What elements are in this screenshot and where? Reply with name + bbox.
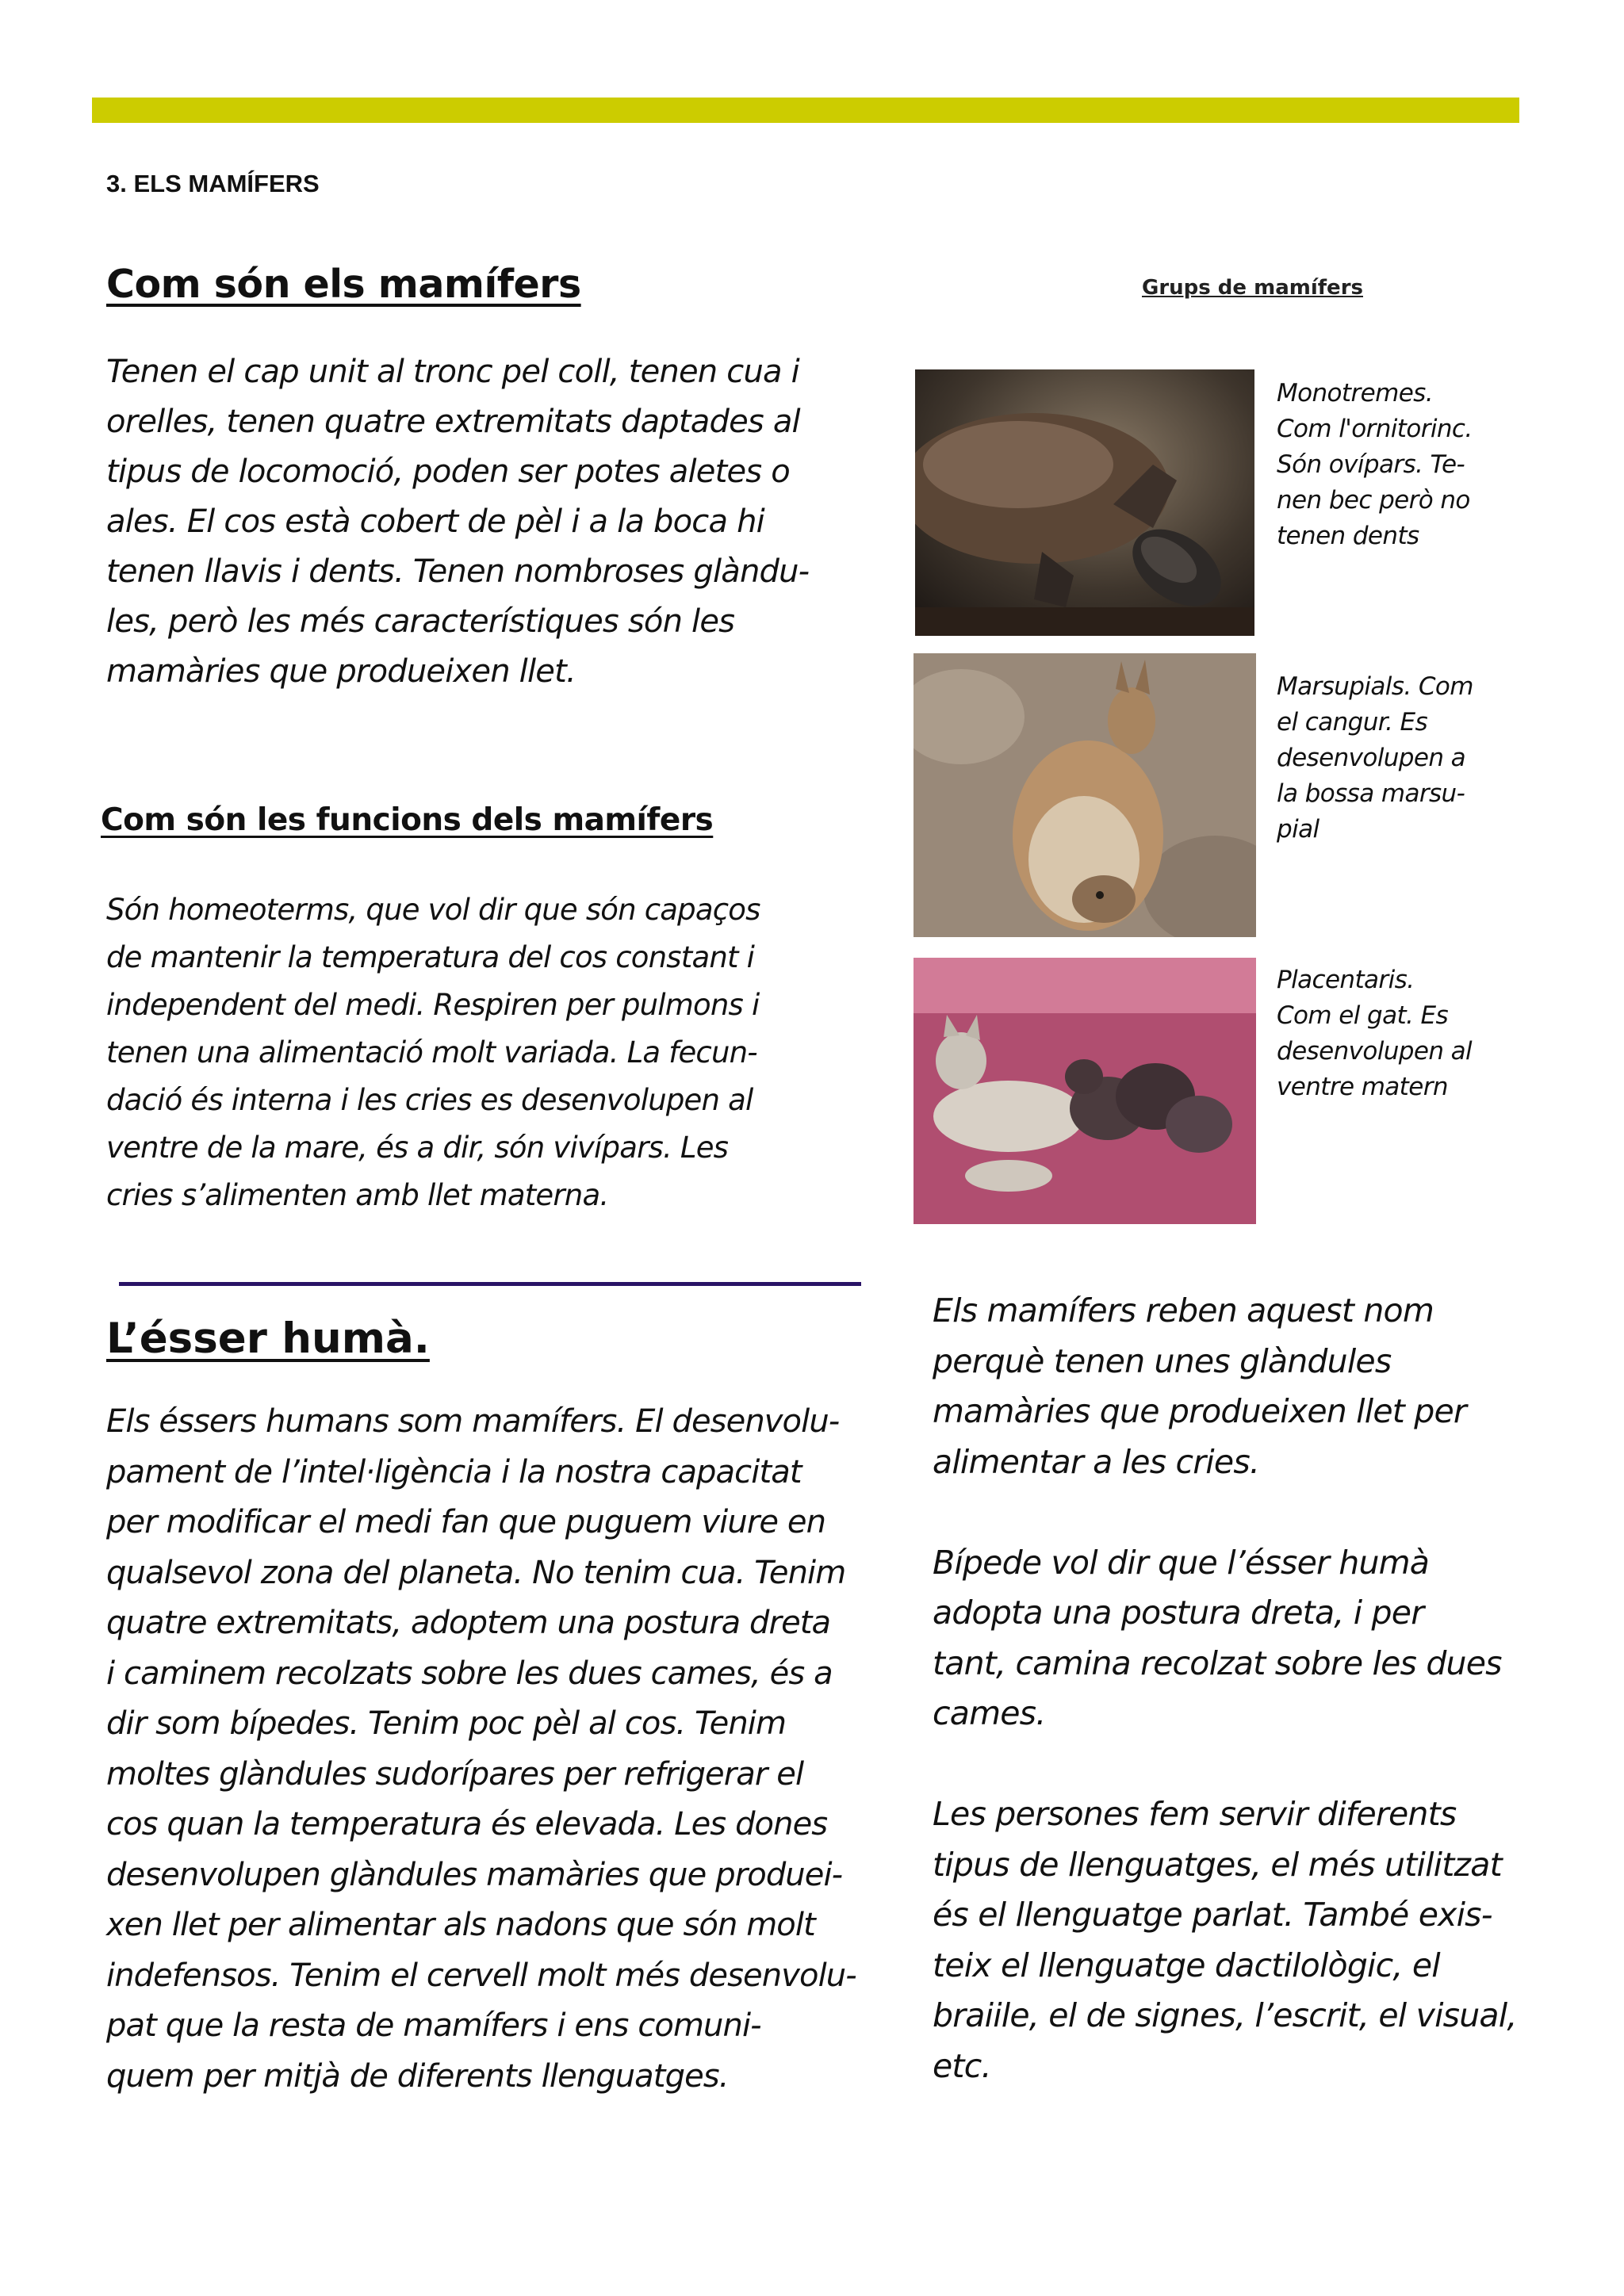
paragraph-mammal-functions bbox=[106, 886, 760, 1219]
text-line: quem per mitjà de diferents llenguatges. bbox=[106, 2057, 729, 2095]
cat-photo bbox=[914, 958, 1256, 1224]
note-line: adopta una postura dreta, i per bbox=[933, 1594, 1424, 1632]
heading-human-being: L’ésser humà. bbox=[106, 1314, 430, 1363]
text-line: ales. El cos està cobert de pèl i a la boca hi bbox=[106, 503, 764, 540]
paragraph-mammal-description bbox=[106, 347, 809, 697]
text-line: mamàries que produeixen llet. bbox=[106, 653, 576, 690]
caption-placentals bbox=[1277, 962, 1472, 1105]
note-line: és el llenguatge parlat. També exis- bbox=[933, 1896, 1492, 1934]
text-line: qualsevol zona del planeta. No tenim cua. Tenim bbox=[106, 1554, 846, 1591]
caption-line: Placentaris. bbox=[1277, 966, 1415, 994]
caption-line: Monotremes. bbox=[1277, 379, 1433, 408]
text-line: tipus de locomoció, poden ser potes aletes o bbox=[106, 453, 790, 490]
caption-monotremes bbox=[1277, 376, 1473, 554]
text-line: indefensos. Tenim el cervell molt més desenvolu- bbox=[106, 1957, 856, 1994]
note-line: perquè tenen unes glàndules bbox=[933, 1341, 1392, 1380]
note-line bbox=[933, 1487, 1517, 1538]
caption-line: tenen dents bbox=[1277, 522, 1419, 550]
heading-how-mammals-are: Com són els mamífers bbox=[106, 262, 581, 307]
header-accent-bar bbox=[92, 98, 1519, 123]
section-divider bbox=[119, 1282, 861, 1286]
caption-line: el cangur. Es bbox=[1277, 708, 1428, 737]
text-line: cries s’alimenten amb llet materna. bbox=[106, 1178, 609, 1212]
caption-line: Marsupials. Com bbox=[1277, 672, 1473, 701]
text-line: Són homeoterms, que vol dir que són capaços bbox=[106, 893, 760, 927]
caption-line: Com el gat. Es bbox=[1277, 1001, 1449, 1030]
text-line: tenen llavis i dents. Tenen nombroses glàndu- bbox=[106, 553, 810, 590]
caption-line: pial bbox=[1277, 815, 1320, 844]
note-line: Les persones fem servir diferents bbox=[933, 1795, 1457, 1833]
text-line: moltes glàndules sudorípares per refrigerar el bbox=[106, 1755, 804, 1793]
note-line: cames. bbox=[933, 1694, 1046, 1732]
text-line: les, però les més característiques són les bbox=[106, 603, 735, 640]
note-line: tipus de llenguatges, el més utilitzat bbox=[933, 1845, 1502, 1884]
text-line: per modificar el medi fan que puguem viure en bbox=[106, 1504, 826, 1540]
platypus-photo bbox=[915, 369, 1254, 636]
note-line: Bípede vol dir que l’ésser humà bbox=[933, 1543, 1430, 1582]
note-line: etc. bbox=[933, 2046, 991, 2085]
section-label: 3. ELS MAMÍFERS bbox=[106, 170, 320, 197]
text-line: Els éssers humans som mamífers. El desenvolu- bbox=[106, 1403, 840, 1440]
caption-line: Com l'ornitorinc. bbox=[1277, 415, 1473, 443]
text-line: Tenen el cap unit al tronc pel coll, tenen cua i bbox=[106, 354, 799, 390]
text-line: pament de l’intel·ligència i la nostra capacitat bbox=[106, 1453, 802, 1490]
caption-line: ventre matern bbox=[1277, 1073, 1448, 1101]
text-line: desenvolupen glàndules mamàries que produei- bbox=[106, 1856, 843, 1893]
caption-line: Són ovípars. Te- bbox=[1277, 450, 1465, 479]
caption-line: desenvolupen a bbox=[1277, 744, 1466, 772]
paragraph-human-being bbox=[106, 1397, 856, 2102]
note-line: tant, camina recolzat sobre les dues bbox=[933, 1644, 1502, 1682]
text-line: orelles, tenen quatre extremitats daptades al bbox=[106, 404, 800, 440]
text-line: de mantenir la temperatura del cos constant i bbox=[106, 940, 755, 974]
text-line: ventre de la mare, és a dir, són vivípars. Les bbox=[106, 1131, 729, 1165]
text-line: quatre extremitats, adoptem una postura dreta bbox=[106, 1605, 831, 1641]
mammal-groups-title: Grups de mamífers bbox=[1142, 276, 1363, 300]
text-line: cos quan la temperatura és elevada. Les dones bbox=[106, 1806, 828, 1843]
text-line: pat que la resta de mamífers i ens comuni- bbox=[106, 2007, 761, 2044]
caption-marsupials bbox=[1277, 669, 1473, 848]
caption-line: desenvolupen al bbox=[1277, 1037, 1473, 1066]
text-line: i caminem recolzats sobre les dues cames, és a bbox=[106, 1655, 833, 1692]
text-line: tenen una alimentació molt variada. La fecun- bbox=[106, 1035, 757, 1070]
kangaroo-photo bbox=[914, 653, 1256, 937]
note-line: mamàries que produeixen llet per bbox=[933, 1392, 1466, 1430]
text-line: dació és interna i les cries es desenvolupen al bbox=[106, 1083, 753, 1117]
text-line: xen llet per alimentar als nadons que són molt bbox=[106, 1907, 815, 1943]
note-line: alimentar a les cries. bbox=[933, 1442, 1260, 1481]
heading-mammal-functions: Com són les funcions dels mamífers bbox=[101, 802, 714, 838]
caption-line: la bossa marsu- bbox=[1277, 779, 1465, 808]
sidebar-notes bbox=[933, 1286, 1517, 2091]
text-line: independent del medi. Respiren per pulmons i bbox=[106, 988, 760, 1022]
caption-line: nen bec però no bbox=[1277, 486, 1470, 515]
note-line: braiile, el de signes, l’escrit, el visual, bbox=[933, 1996, 1517, 2034]
note-line: teix el llenguatge dactilològic, el bbox=[933, 1946, 1440, 1984]
text-line: dir som bípedes. Tenim poc pèl al cos. Tenim bbox=[106, 1705, 787, 1742]
note-line: Els mamífers reben aquest nom bbox=[933, 1292, 1434, 1330]
note-line bbox=[933, 1739, 1517, 1790]
